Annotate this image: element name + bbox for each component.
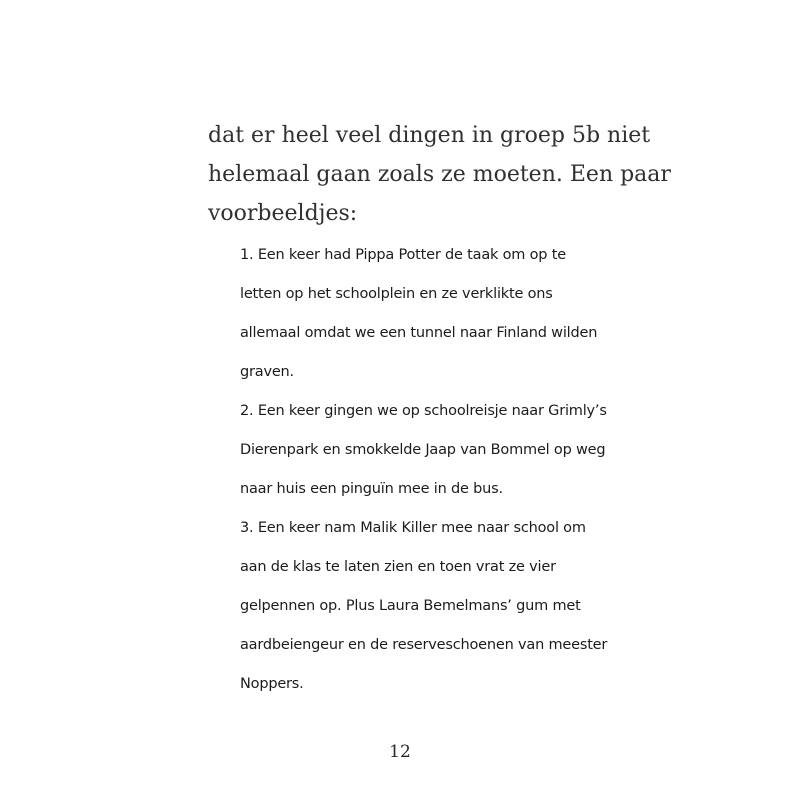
list-line: 2. Een keer gingen we op schoolreisje naar Grimly’s xyxy=(240,403,607,419)
handwritten-list xyxy=(240,236,640,704)
intro-paragraph xyxy=(208,116,671,233)
list-line: aardbeiengeur en de reserveschoenen van meester xyxy=(240,637,608,653)
list-line: letten op het schoolplein en ze verklikte ons xyxy=(240,286,553,302)
list-line: Dierenpark en smokkelde Jaap van Bommel op weg xyxy=(240,442,606,458)
intro-line: helemaal gaan zoals ze moeten. Een paar xyxy=(208,162,671,187)
page-number: 12 xyxy=(389,742,411,762)
list-line: 3. Een keer nam Malik Killer mee naar school om xyxy=(240,520,586,536)
list-line: graven. xyxy=(240,364,294,380)
list-line: allemaal omdat we een tunnel naar Finland wilden xyxy=(240,325,598,341)
list-line: Noppers. xyxy=(240,676,304,692)
list-line: 1. Een keer had Pippa Potter de taak om op te xyxy=(240,247,566,263)
list-line: gelpennen op. Plus Laura Bemelmans’ gum met xyxy=(240,598,581,614)
intro-line: dat er heel veel dingen in groep 5b niet xyxy=(208,123,651,148)
list-line: naar huis een pinguïn mee in de bus. xyxy=(240,481,503,497)
list-line: aan de klas te laten zien en toen vrat ze vier xyxy=(240,559,556,575)
intro-line: voorbeeldjes: xyxy=(208,201,358,226)
